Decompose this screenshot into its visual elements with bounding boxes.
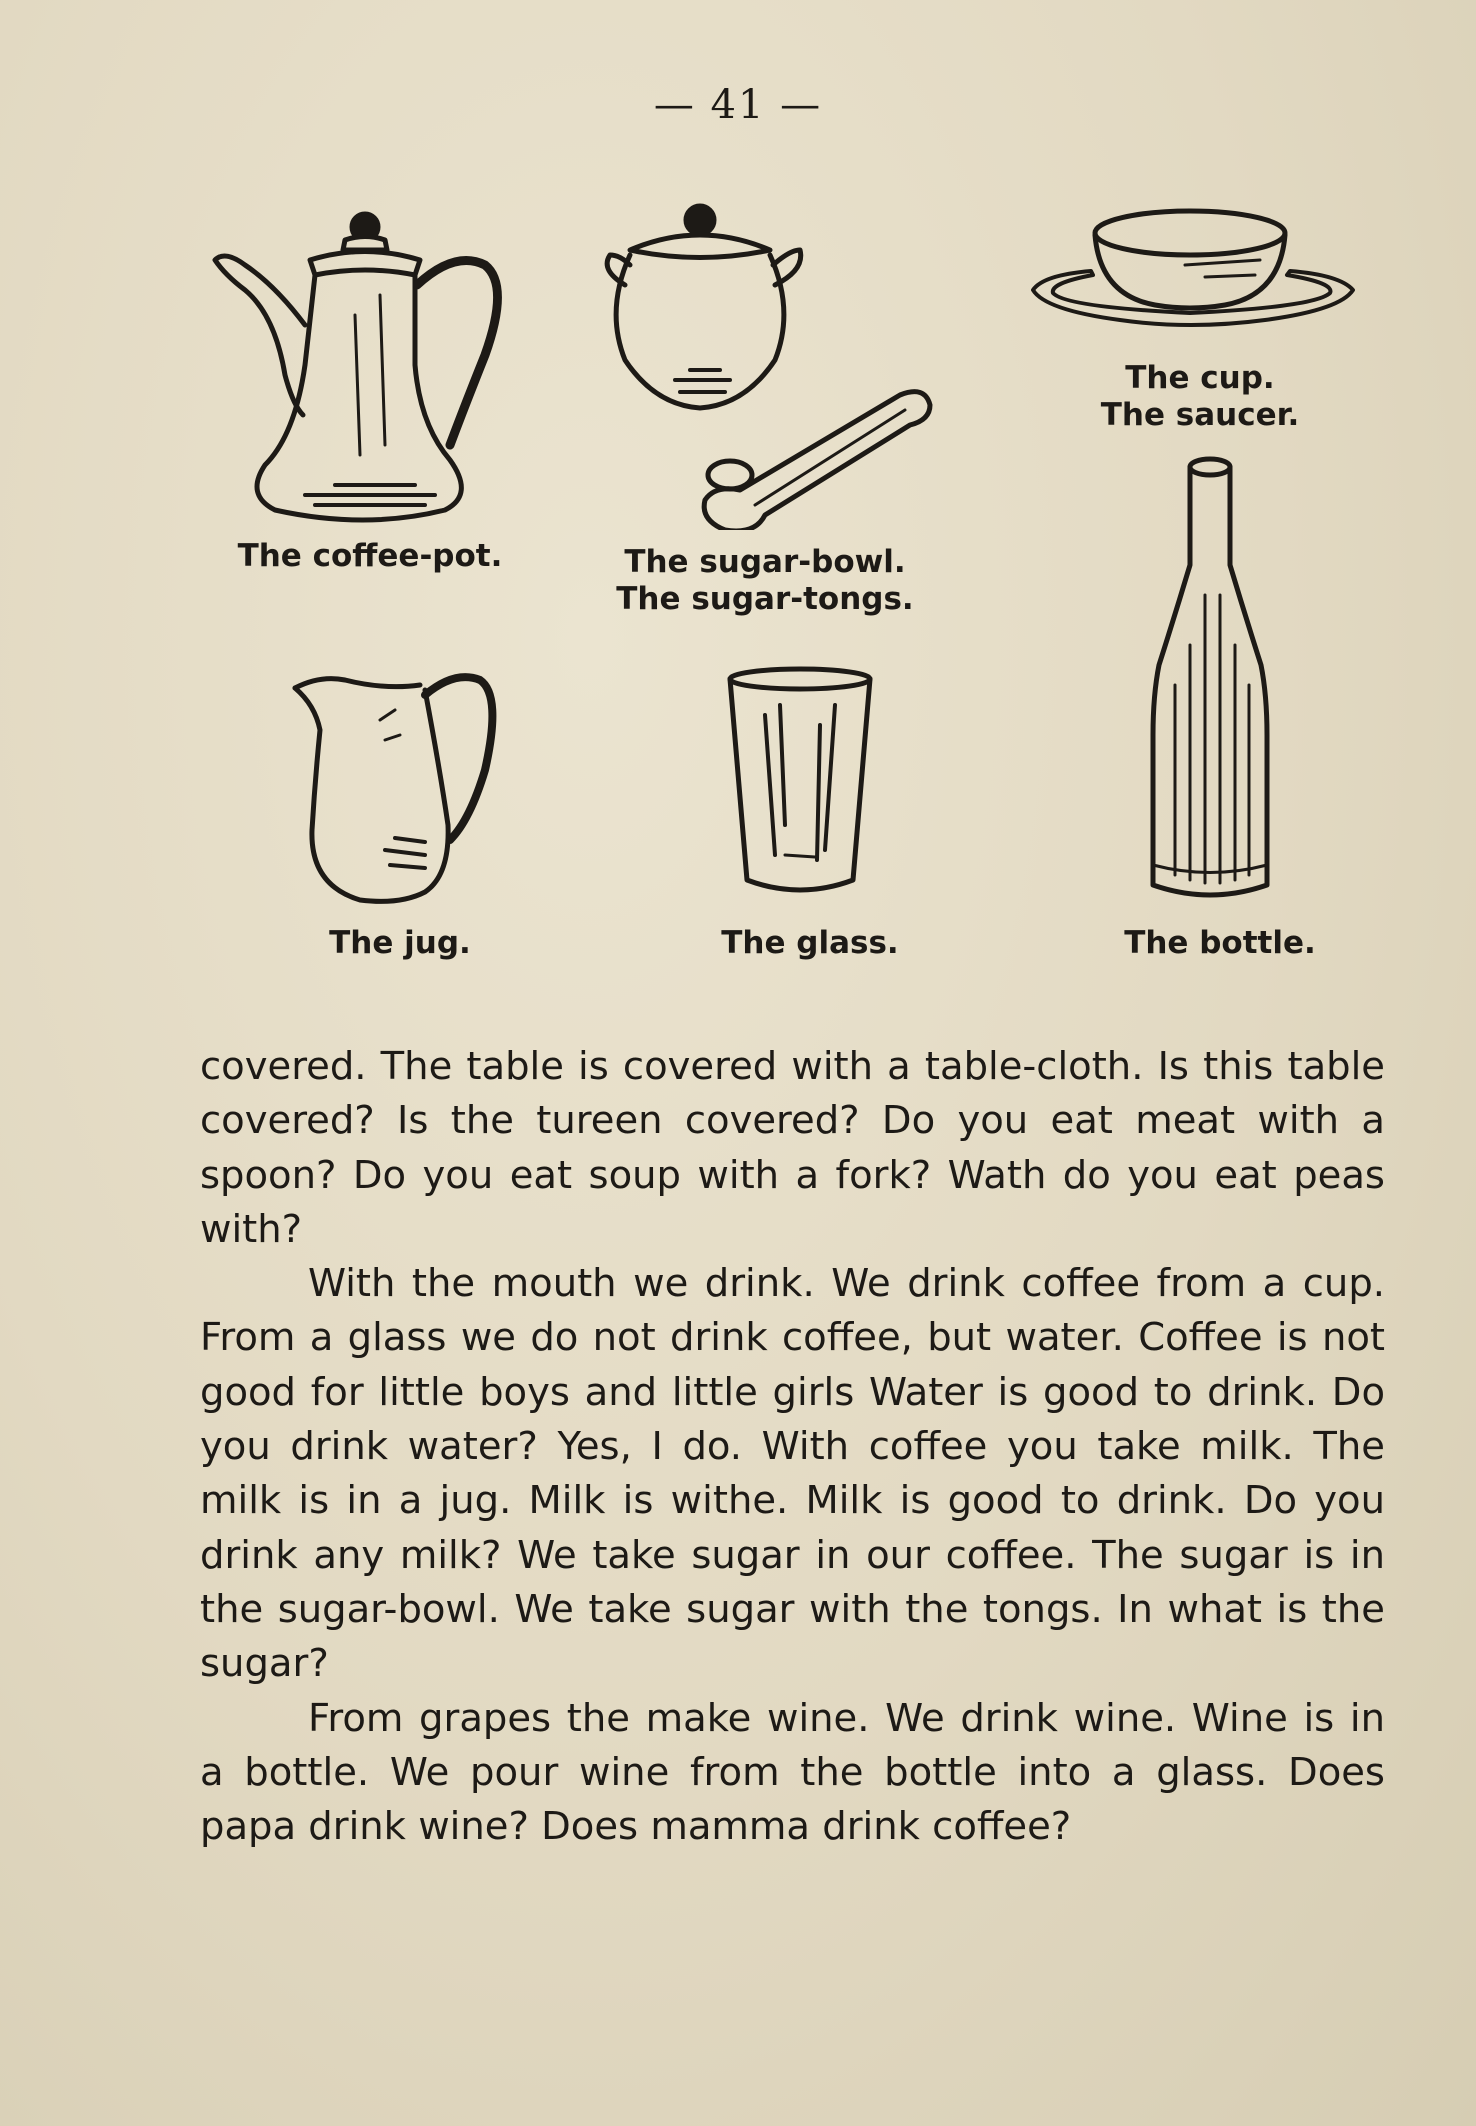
jug-illustration <box>290 660 505 905</box>
coffee-pot-illustration <box>205 205 505 535</box>
paragraph: covered. The table is covered with a table-cloth. Is this table covered? Is the tureen covered? Do you eat meat with a spoon? Do you eat soup with a fork? Wath do you eat peas with? <box>200 1044 1385 1252</box>
page-number: — 41 — <box>653 82 823 128</box>
sugar-bowl-illustration <box>595 200 940 530</box>
cup-illustration <box>1025 205 1360 335</box>
sugar-bowl-caption <box>590 544 940 618</box>
caption-line: The bottle. <box>1124 925 1316 961</box>
caption-line: The sugar-bowl. <box>624 544 906 580</box>
glass-illustration <box>725 665 875 900</box>
caption-line: The jug. <box>329 925 471 961</box>
glass-caption <box>680 925 940 962</box>
caption-line: The glass. <box>721 925 899 961</box>
coffee-pot-caption <box>220 538 520 575</box>
caption-line: The cup. <box>1125 360 1275 396</box>
bottle-illustration <box>1145 455 1275 905</box>
caption-line: The sugar-tongs. <box>616 581 914 617</box>
caption-line: The coffee-pot. <box>237 538 503 574</box>
jug-caption <box>270 925 530 962</box>
body-text <box>200 1040 1385 1854</box>
cup-caption <box>1050 360 1350 434</box>
paragraph: With the mouth we drink. We drink coffee from a cup. From a glass we do not drink coffee, but water. Coffee is not good for little boys and little girls Water is good to drink. Do you drink water? Yes, I do. With coffee you take milk. The milk is in a jug. Milk is withe. Milk is good to drink. Do you drink any milk? We take sugar in our coffee. The sugar is in the sugar-bowl. We take sugar with the tongs. In what is the sugar? <box>200 1261 1385 1687</box>
caption-line: The saucer. <box>1100 397 1300 433</box>
bottle-caption <box>1090 925 1350 962</box>
paragraph: From grapes the make wine. We drink wine. Wine is in a bottle. We pour wine from the bottle into a glass. Does papa drink wine? Does mamma drink coffee? <box>200 1695 1385 1850</box>
